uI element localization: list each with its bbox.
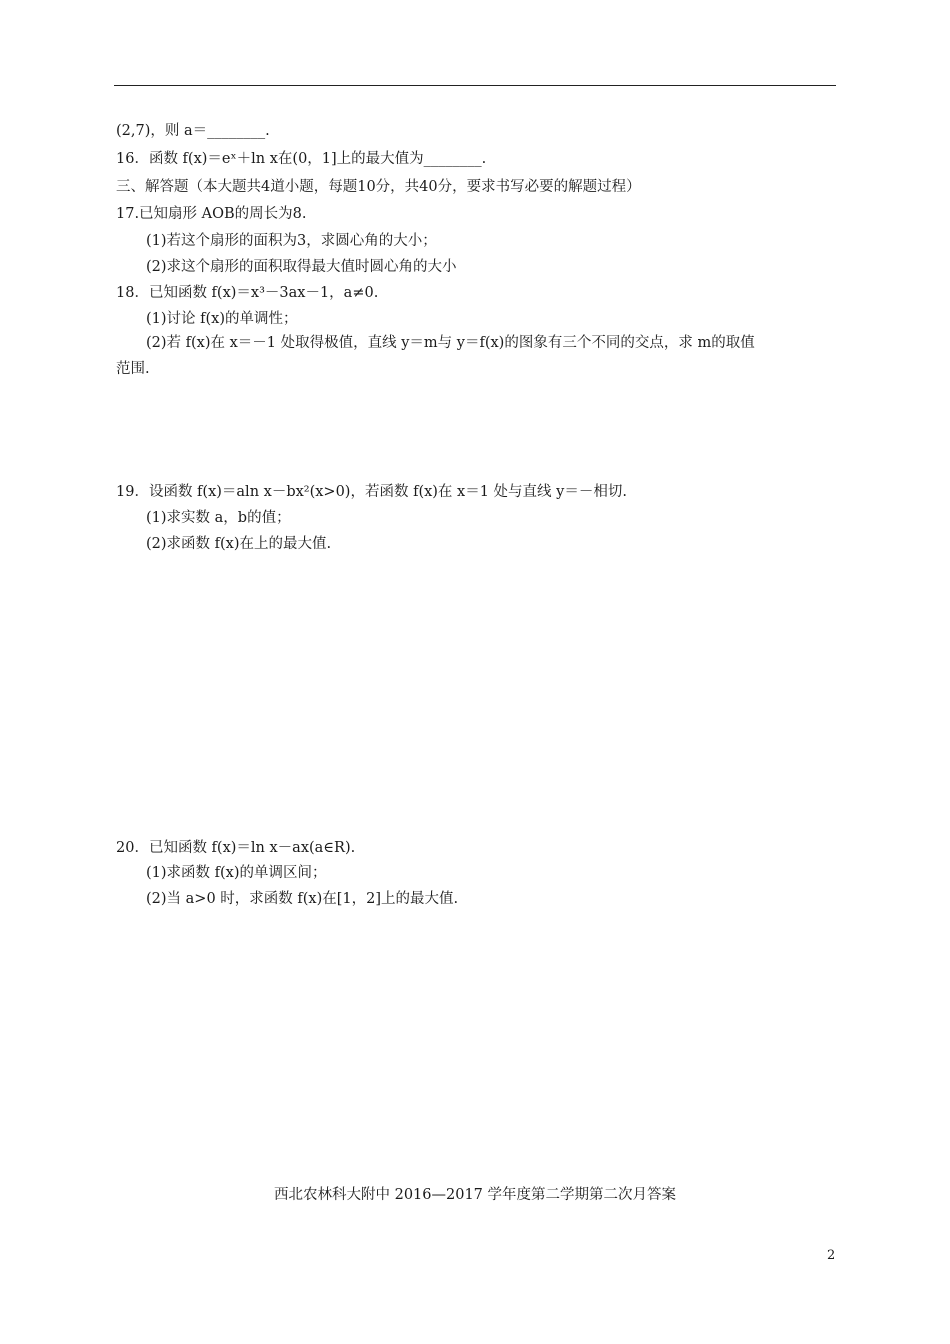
q20: 20．已知函数 f(x)＝ln x－ax(a∈R).	[116, 840, 356, 856]
q19: 19．设函数 f(x)＝aln x－bx²(x>0)，若函数 f(x)在 x＝1 处与直线 y＝－相切.	[116, 484, 627, 500]
q19-part2: (2)求函数 f(x)在上的最大值.	[146, 536, 332, 552]
q17-part2: (2)求这个扇形的面积取得最大值时圆心角的大小	[146, 259, 457, 275]
q20-part1: (1)求函数 f(x)的单调区间；	[146, 865, 327, 881]
q18-part2-cont: 范围.	[116, 361, 150, 377]
q16: 16．函数 f(x)＝eˣ＋ln x在(0，1]上的最大值为________.	[116, 151, 487, 167]
page-number: 2	[827, 1248, 836, 1263]
q18: 18．已知函数 f(x)＝x³－3ax－1，a≠0.	[116, 285, 379, 301]
q17-part1: (1)若这个扇形的面积为3，求圆心角的大小；	[146, 233, 437, 249]
q19-part1: (1)求实数 a，b的值；	[146, 510, 291, 526]
q18-part2: (2)若 f(x)在 x＝－1 处取得极值，直线 y＝m与 y＝f(x)的图象有三个不同的交点，求 m的取值	[146, 335, 755, 351]
header-rule	[114, 85, 836, 86]
answer-title: 西北农林科大附中 2016—2017 学年度第二学期第二次月答案	[273, 1187, 677, 1203]
q18-part1: (1)讨论 f(x)的单调性；	[146, 311, 298, 327]
q20-part2: (2)当 a>0 时，求函数 f(x)在[1，2]上的最大值.	[146, 891, 459, 907]
q17: 17.已知扇形 AOB的周长为8.	[116, 206, 307, 222]
q15-tail: (2,7)，则 a＝________.	[116, 123, 270, 139]
section-heading: 三、解答题（本大题共4道小题，每题10分，共40分，要求书写必要的解题过程）	[116, 179, 641, 195]
